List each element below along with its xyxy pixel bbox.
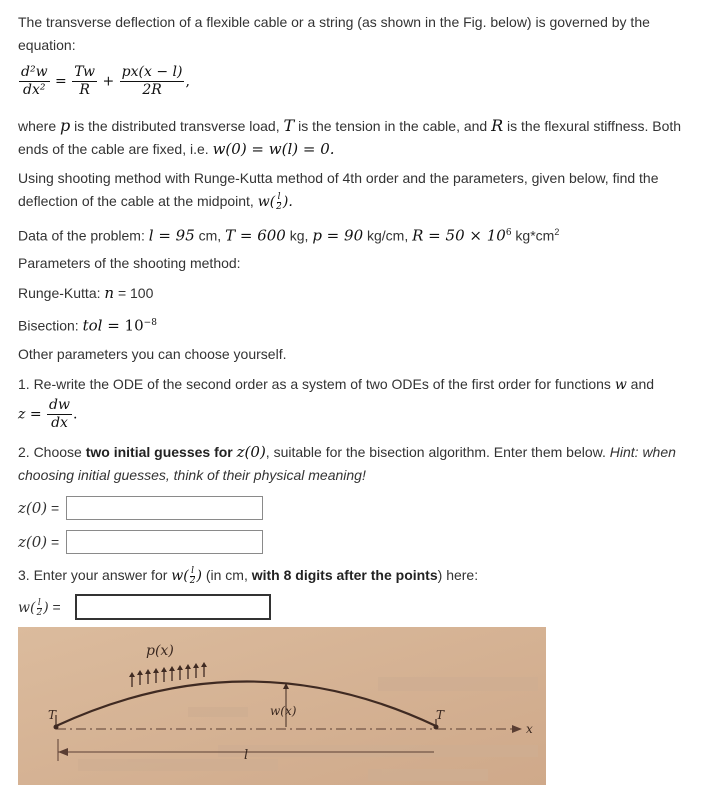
governing-equation: $\frac{\text{d²w}}{\text{dx²}}$ = $\frac{Tw}{R}$ + $\frac{px(x - l)}{2R}$ , [21, 64, 190, 98]
intro-text [18, 11, 706, 57]
load-term: $\frac{px(x - l)}{2R}$ [121, 64, 183, 98]
right-tension-label: T [436, 708, 445, 722]
deflection-label: w(x) [270, 704, 297, 718]
lhs-fraction: $\frac{\text{d²w}}{\text{dx²}}$ [21, 64, 48, 98]
boundary-conditions: w(0) = w(l) = 0. [212, 140, 335, 158]
question-3: 3. Enter your answer for w( $\frac{l}{2}$ ) (in cm, with 8 digits after the points) here: [18, 565, 479, 586]
bisection-param: Bisection: tol = $10^{-8}$ [18, 316, 157, 335]
guess-1-label: z(0) = [18, 499, 60, 517]
question-2: 2. Choose two initial guesses for z(0), suitable for the bisection algorithm. Enter them below. Hint: when choosing initial guesses, think of their physical meaning! [18, 443, 676, 483]
cable-diagram [18, 627, 546, 785]
length-label: l [244, 748, 249, 763]
initial-guess-1-input[interactable] [66, 496, 263, 520]
guess-2-label: z(0) = [18, 533, 60, 551]
runge-kutta-param: Runge-Kutta: n = 100 [18, 284, 154, 302]
question-1: 1. Re-write the ODE of the second order as a system of two ODEs of the first order for functions w and [18, 376, 655, 393]
task-text: Using shooting method with Runge-Kutta method of 4th order and the parameters, given below, find the deflection of the cable at the midpoint, w( $\frac{l}{2}$ ). [18, 170, 659, 212]
left-tension-label: T [48, 708, 57, 722]
z-definition: z = $\frac{dw}{dx}$ . [18, 397, 78, 431]
load-label: p(x) [146, 643, 174, 659]
where-text: where p is the distributed transverse load, T is the tension in the cable, and R is the flexural stiffness. Both ends of the cable are fixed, i.e. w(0) = w(l) = 0. [18, 116, 682, 158]
tension-term: $\frac{Tw}{R}$ [74, 64, 96, 98]
x-axis-label: x [526, 722, 533, 736]
intro-line-2: equation: [18, 37, 76, 53]
midpoint-deflection-answer-input[interactable] [75, 594, 271, 620]
cable-figure [18, 627, 546, 785]
answer-label: w( $\frac{l}{2}$ ) = [18, 597, 61, 618]
problem-data: Data of the problem: l = 95 cm, T = 600 kg, p = 90 kg/cm, $R = 50 \times 10^6$ $kg*cm^2$ [18, 226, 560, 245]
other-params: Other parameters you can choose yourself. [18, 346, 287, 362]
initial-guess-2-input[interactable] [66, 530, 263, 554]
intro-line-1: The transverse deflection of a flexible cable or a string (as shown in the Fig. below) is governed by the [18, 14, 650, 30]
params-title: Parameters of the shooting method: [18, 255, 241, 271]
